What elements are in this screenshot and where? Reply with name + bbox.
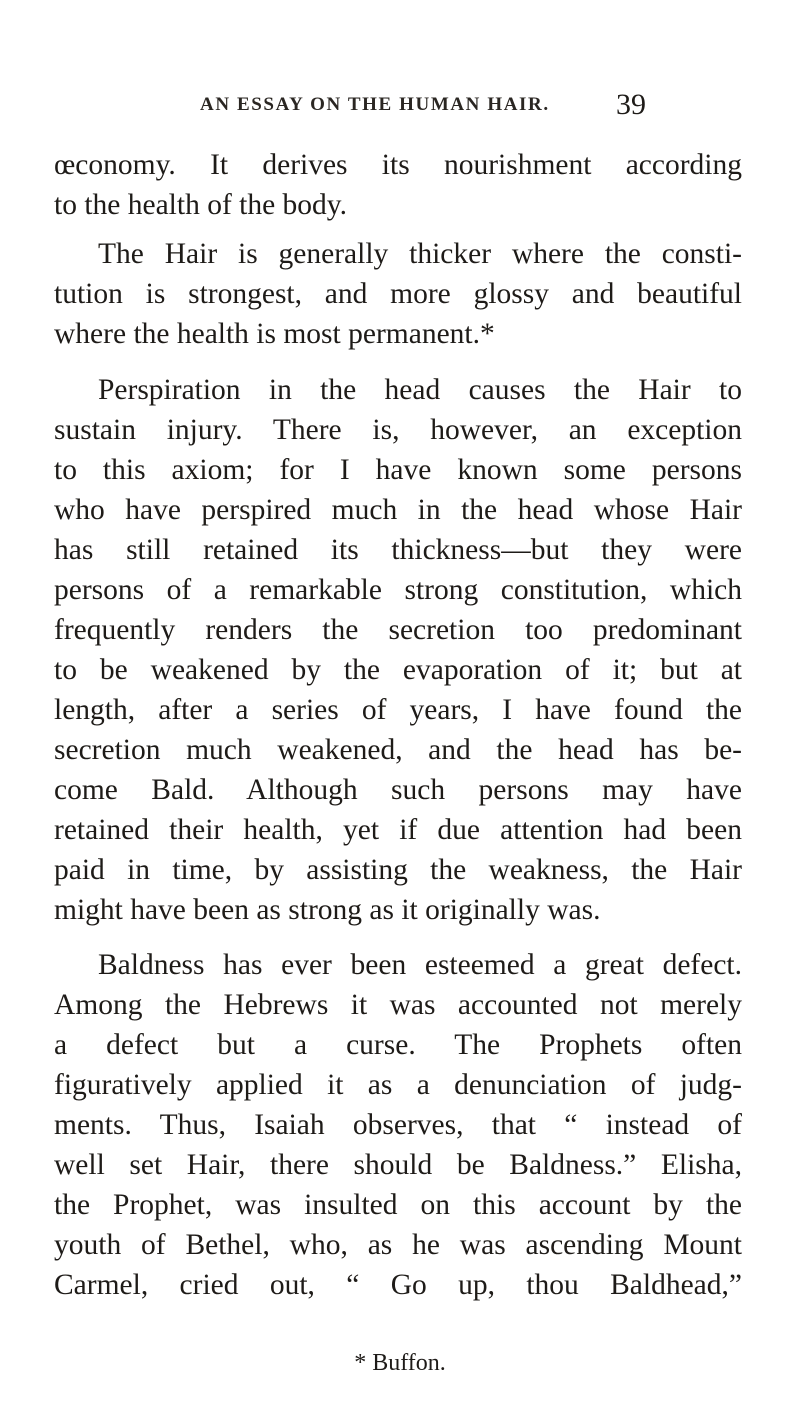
text-line: sustain injury. There is, however, an exception [54,414,742,446]
text-line: where the health is most permanent.* [54,318,495,350]
text-line: to this axiom; for I have known some persons [54,454,742,486]
text-line: might have been as strong as it originally was. [54,894,601,926]
footnote: * Buffon. [354,1350,446,1376]
text-line: secretion much weakened, and the head has be- [54,734,742,766]
text-line: œconomy. It derives its nourishment according [54,149,742,181]
text-line: figuratively applied it as a denunciation of judg- [54,1069,742,1101]
text-line: who have perspired much in the head whose Hair [54,494,742,526]
text-line: has still retained its thickness—but they were [54,534,742,566]
text-line: a defect but a curse. The Prophets often [54,1029,742,1061]
text-line: Among the Hebrews it was accounted not merely [54,989,742,1021]
running-title: AN ESSAY ON THE HUMAN HAIR. [200,94,550,115]
text-line: frequently renders the secretion too predominant [54,614,742,646]
text-line: Baldness has ever been esteemed a great defect. [98,949,742,981]
text-line: tution is strongest, and more glossy and beautiful [54,278,742,310]
text-line: the Prophet, was insulted on this account by the [54,1189,742,1221]
text-line: to the health of the body. [54,189,348,221]
text-line: length, after a series of years, I have found the [54,694,742,726]
page-number: 39 [616,88,646,121]
text-line: Perspiration in the head causes the Hair to [98,374,742,406]
text-line: well set Hair, there should be Baldness.” Elisha, [54,1149,742,1181]
text-line: paid in time, by assisting the weakness, the Hair [54,854,742,886]
text-line: ments. Thus, Isaiah observes, that “ instead of [54,1109,742,1141]
text-line: retained their health, yet if due attention had been [54,814,742,846]
text-line: youth of Bethel, who, as he was ascending Mount [54,1229,742,1261]
text-line: Carmel, cried out, “ Go up, thou Baldhead,” [54,1269,742,1301]
text-line: to be weakened by the evaporation of it; but at [54,654,742,686]
text-line: persons of a remarkable strong constitution, which [54,574,742,606]
text-line: come Bald. Although such persons may have [54,774,742,806]
text-line: The Hair is generally thicker where the consti- [98,238,742,270]
